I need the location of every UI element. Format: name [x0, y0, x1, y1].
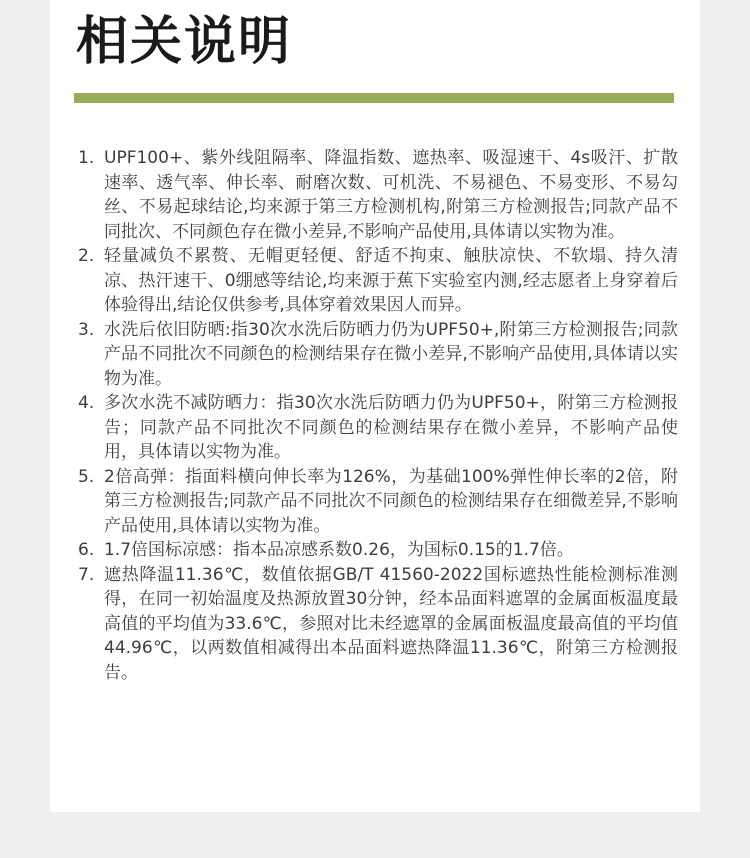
note-item [78, 244, 678, 318]
note-number: 4. [78, 393, 95, 413]
note-text: 多次水洗不减防晒力：指30次水洗后防晒力仍为UPF50+，附第三方检测报告；同款产品不同批次不同颜色的检测结果存在微小差异，不影响产品使用，具体请以实物为准。 [104, 393, 678, 462]
note-text: UPF100+、紫外线阻隔率、降温指数、遮热率、吸湿速干、4s吸汗、扩散速率、透气率、伸长率、耐磨次数、可机洗、不易褪色、不易变形、不易勾丝、不易起球结论,均来源于第三方检测机构,附第三方检测报告;同款产品不同批次、不同颜色存在微小差异,不影响产品使用,具体请以实物为准。 [104, 148, 678, 242]
note-text: 轻量减负不累赘、无帽更轻便、舒适不拘束、触肤凉快、不软塌、持久清凉、热汗速干、0绷感等结论,均来源于蕉下实验室内测,经志愿者上身穿着后体验得出,结论仅供参考,具体穿着效果因人而异。 [104, 246, 678, 315]
note-text: 1.7倍国标凉感：指本品凉感系数0.26，为国标0.15的1.7倍。 [104, 540, 574, 560]
notes-list [78, 146, 678, 685]
page-title: 相关说明 [76, 12, 293, 72]
note-number: 6. [78, 540, 95, 560]
note-text: 水洗后依旧防晒:指30次水洗后防晒力仍为UPF50+,附第三方检测报告;同款产品不同批次不同颜色的检测结果存在微小差异,不影响产品使用,具体请以实物为准。 [104, 319, 678, 389]
note-item [78, 465, 678, 539]
note-number: 5. [78, 466, 95, 487]
note-number: 2. [78, 246, 95, 266]
note-text: 遮热降温11.36℃，数值依据GB/T 41560-2022国标遮热性能检测标准测得，在同一初始温度及热源放置30分钟，经本品面料遮罩的金属面板温度最高值的平均值为33.6℃，参照对比未经遮罩的金属面板温度最高值的平均值44.96℃，以两数值相减得出本品面料遮热降温11.36℃，附第三方检测报告。 [104, 564, 678, 683]
note-number: 1. [78, 148, 95, 168]
title-divider [74, 93, 674, 103]
note-item [78, 146, 678, 244]
note-number: 7. [78, 564, 95, 585]
note-number: 3. [78, 319, 95, 340]
note-item [78, 538, 678, 563]
note-item [78, 318, 678, 392]
note-item [78, 563, 678, 686]
note-text: 2倍高弹：指面料横向伸长率为126%，为基础100%弹性伸长率的2倍，附第三方检测报告;同款产品不同批次不同颜色的检测结果存在细微差异,不影响产品使用,具体请以实物为准。 [104, 466, 678, 536]
note-item [78, 391, 678, 465]
